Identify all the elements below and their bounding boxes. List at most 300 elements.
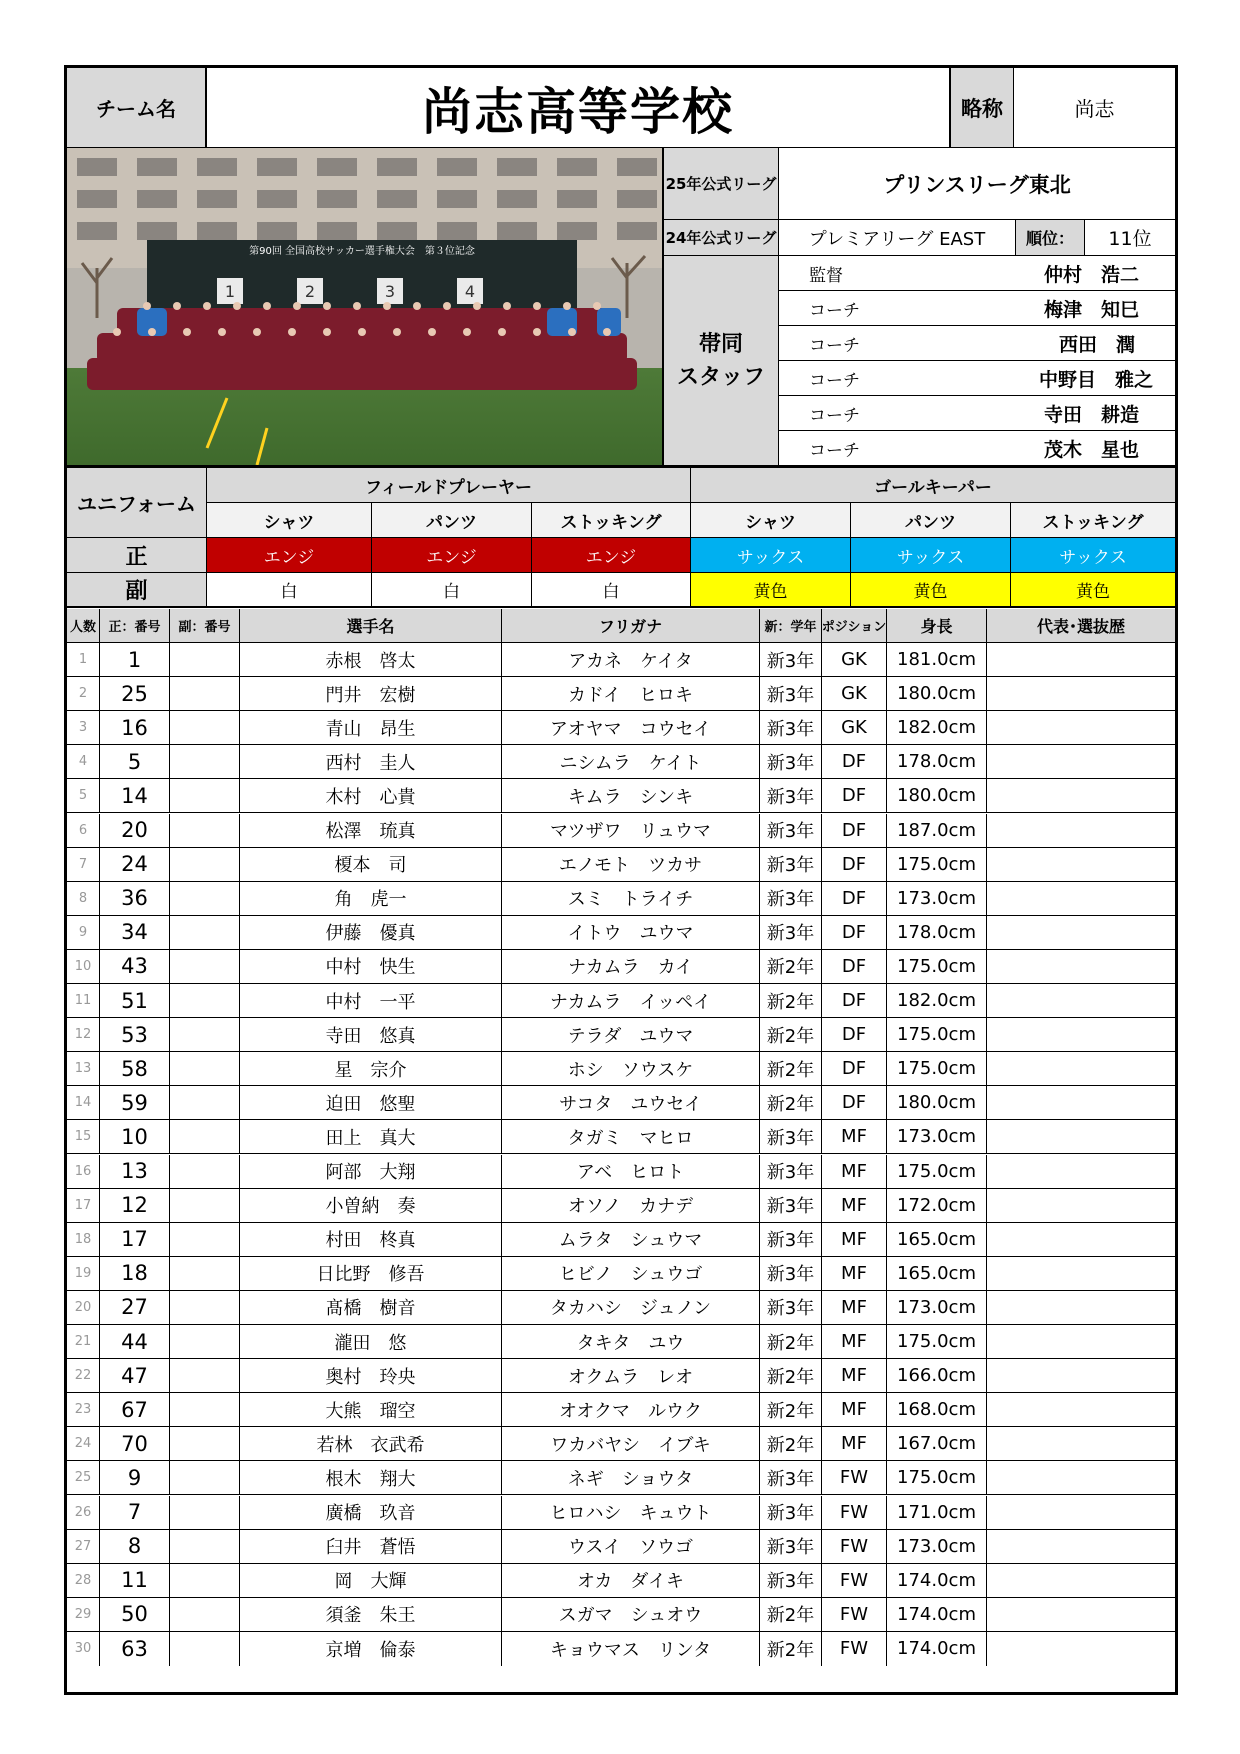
row-position: DF	[822, 745, 887, 779]
row-height: 178.0cm	[887, 916, 987, 950]
row-sub-no	[170, 1530, 240, 1564]
row-history	[987, 950, 1175, 984]
row-sub-no	[170, 745, 240, 779]
row-count: 6	[67, 814, 100, 848]
row-position: DF	[822, 779, 887, 813]
table-row	[67, 848, 1175, 882]
staff-label	[664, 256, 779, 466]
row-height: 168.0cm	[887, 1393, 987, 1427]
row-grade: 新3年	[760, 814, 822, 848]
row-grade: 新3年	[760, 882, 822, 916]
row-sub-no	[170, 814, 240, 848]
row-grade: 新3年	[760, 1120, 822, 1154]
row-sub-no	[170, 1461, 240, 1495]
row-player-name: 若林 衣武希	[240, 1427, 502, 1461]
row-sub-no	[170, 1632, 240, 1666]
row-grade: 新2年	[760, 1427, 822, 1461]
row-player-kana: スガマ シュオウ	[502, 1598, 760, 1632]
row-grade: 新3年	[760, 1496, 822, 1530]
row-player-name: 青山 昂生	[240, 711, 502, 745]
row-count: 23	[67, 1393, 100, 1427]
row-player-kana: キムラ シンキ	[502, 779, 760, 813]
row-grade: 新2年	[760, 1632, 822, 1666]
row-main-no: 12	[100, 1189, 170, 1223]
staff-name: 西田 潤	[899, 326, 1175, 361]
row-history	[987, 848, 1175, 882]
row-position: MF	[822, 1427, 887, 1461]
row-history	[987, 1018, 1175, 1052]
row-player-name: 星 宗介	[240, 1052, 502, 1086]
row-count: 25	[67, 1461, 100, 1495]
row-height: 180.0cm	[887, 1086, 987, 1120]
row-height: 167.0cm	[887, 1427, 987, 1461]
row-main-no: 9	[100, 1461, 170, 1495]
staff-name: 仲村 浩二	[899, 256, 1175, 291]
row-sub-no	[170, 1427, 240, 1461]
row-height: 175.0cm	[887, 1461, 987, 1495]
row-position: GK	[822, 711, 887, 745]
row-player-kana: ナカムラ イッペイ	[502, 984, 760, 1018]
staff-role: コーチ	[779, 396, 899, 431]
row-height: 175.0cm	[887, 1052, 987, 1086]
row-height: 174.0cm	[887, 1564, 987, 1598]
row-main-no: 16	[100, 711, 170, 745]
col-kana: フリガナ	[502, 609, 760, 643]
row-sub-no	[170, 1359, 240, 1393]
row-player-name: 田上 真大	[240, 1120, 502, 1154]
row-position: FW	[822, 1461, 887, 1495]
row-player-name: 中村 快生	[240, 950, 502, 984]
uniform-main-gk-shirt: サックス	[691, 538, 851, 573]
row-player-kana: ウスイ ソウゴ	[502, 1530, 760, 1564]
row-count: 30	[67, 1632, 100, 1666]
row-player-name: 大熊 瑠空	[240, 1393, 502, 1427]
league24-label: 24年公式リーグ	[664, 220, 779, 256]
row-player-name: 西村 圭人	[240, 745, 502, 779]
abbr-value: 尚志	[1014, 68, 1175, 148]
row-height: 175.0cm	[887, 848, 987, 882]
row-position: FW	[822, 1598, 887, 1632]
row-height: 165.0cm	[887, 1257, 987, 1291]
row-height: 175.0cm	[887, 1325, 987, 1359]
table-row	[67, 950, 1175, 984]
photo-card-1: 1	[224, 282, 236, 301]
row-history	[987, 1223, 1175, 1257]
row-main-no: 18	[100, 1257, 170, 1291]
photo-card-2: 2	[304, 282, 316, 301]
row-sub-no	[170, 1564, 240, 1598]
row-height: 181.0cm	[887, 643, 987, 677]
row-count: 28	[67, 1564, 100, 1598]
row-player-kana: オソノ カナデ	[502, 1189, 760, 1223]
row-sub-no	[170, 1291, 240, 1325]
row-player-kana: ヒビノ シュウゴ	[502, 1257, 760, 1291]
uniform-main-gk-pants: サックス	[851, 538, 1011, 573]
uniform-sub-shirt: 白	[207, 573, 372, 608]
row-history	[987, 643, 1175, 677]
row-count: 5	[67, 779, 100, 813]
row-history	[987, 984, 1175, 1018]
row-position: GK	[822, 643, 887, 677]
photo-card-4: 4	[464, 282, 476, 301]
table-row	[67, 916, 1175, 950]
row-position: DF	[822, 1018, 887, 1052]
uniform-sub-label: 副	[67, 573, 207, 608]
table-row	[67, 1155, 1175, 1189]
row-player-name: 奥村 玲央	[240, 1359, 502, 1393]
row-history	[987, 779, 1175, 813]
row-history	[987, 1564, 1175, 1598]
row-sub-no	[170, 1496, 240, 1530]
row-count: 20	[67, 1291, 100, 1325]
staff-label-line2: スタッフ	[676, 364, 765, 390]
row-grade: 新3年	[760, 1257, 822, 1291]
row-sub-no	[170, 984, 240, 1018]
row-position: MF	[822, 1120, 887, 1154]
row-grade: 新2年	[760, 1359, 822, 1393]
row-player-kana: ホシ ソウスケ	[502, 1052, 760, 1086]
row-sub-no	[170, 1018, 240, 1052]
row-position: MF	[822, 1325, 887, 1359]
row-history	[987, 1291, 1175, 1325]
row-main-no: 17	[100, 1223, 170, 1257]
row-history	[987, 916, 1175, 950]
row-player-kana: オカ ダイキ	[502, 1564, 760, 1598]
uniform-col-pants: パンツ	[372, 503, 532, 538]
team-roster-sheet	[64, 65, 1178, 1695]
uniform-sub-pants: 白	[372, 573, 532, 608]
table-row	[67, 1598, 1175, 1632]
row-player-name: 村田 柊真	[240, 1223, 502, 1257]
row-position: MF	[822, 1223, 887, 1257]
row-sub-no	[170, 643, 240, 677]
row-history	[987, 1325, 1175, 1359]
row-history	[987, 1496, 1175, 1530]
row-player-kana: タカハシ ジュノン	[502, 1291, 760, 1325]
uniform-sub-gk-pants: 黄色	[851, 573, 1011, 608]
row-position: MF	[822, 1155, 887, 1189]
row-grade: 新3年	[760, 1291, 822, 1325]
uniform-sub-gk-socks: 黄色	[1011, 573, 1175, 608]
row-sub-no	[170, 1086, 240, 1120]
row-sub-no	[170, 950, 240, 984]
row-height: 173.0cm	[887, 1530, 987, 1564]
row-main-no: 24	[100, 848, 170, 882]
row-history	[987, 1359, 1175, 1393]
row-player-kana: サコタ ユウセイ	[502, 1086, 760, 1120]
row-grade: 新3年	[760, 916, 822, 950]
row-grade: 新2年	[760, 1325, 822, 1359]
row-player-kana: キョウマス リンタ	[502, 1632, 760, 1666]
row-main-no: 7	[100, 1496, 170, 1530]
table-row	[67, 1223, 1175, 1257]
row-position: FW	[822, 1564, 887, 1598]
row-grade: 新3年	[760, 1461, 822, 1495]
row-player-kana: ネギ ショウタ	[502, 1461, 760, 1495]
row-position: FW	[822, 1496, 887, 1530]
row-position: FW	[822, 1530, 887, 1564]
row-player-kana: マツザワ リュウマ	[502, 814, 760, 848]
col-height: 身長	[887, 609, 987, 643]
row-player-kana: エノモト ツカサ	[502, 848, 760, 882]
row-player-name: 角 虎一	[240, 882, 502, 916]
uniform-main-socks: エンジ	[532, 538, 691, 573]
table-row	[67, 984, 1175, 1018]
row-sub-no	[170, 1120, 240, 1154]
row-height: 173.0cm	[887, 882, 987, 916]
team-photo-illustration	[67, 148, 662, 465]
row-player-name: 廣橋 玖音	[240, 1496, 502, 1530]
row-height: 173.0cm	[887, 1120, 987, 1154]
row-sub-no	[170, 1052, 240, 1086]
row-count: 22	[67, 1359, 100, 1393]
row-player-kana: イトウ ユウマ	[502, 916, 760, 950]
row-grade: 新3年	[760, 1223, 822, 1257]
staff-label-line1: 帯同	[698, 331, 743, 357]
photo-card-3: 3	[384, 282, 396, 301]
row-history	[987, 711, 1175, 745]
table-row	[67, 1427, 1175, 1461]
row-count: 16	[67, 1155, 100, 1189]
table-row	[67, 1189, 1175, 1223]
uniform-main-label: 正	[67, 538, 207, 573]
row-history	[987, 745, 1175, 779]
row-history	[987, 1461, 1175, 1495]
row-grade: 新2年	[760, 1052, 822, 1086]
row-history	[987, 1155, 1175, 1189]
row-grade: 新2年	[760, 1018, 822, 1052]
row-count: 7	[67, 848, 100, 882]
row-main-no: 8	[100, 1530, 170, 1564]
row-count: 24	[67, 1427, 100, 1461]
uniform-col-gk-pants: パンツ	[851, 503, 1011, 538]
rank-value: 11位	[1085, 220, 1175, 256]
row-grade: 新3年	[760, 1564, 822, 1598]
row-player-kana: ワカバヤシ イブキ	[502, 1427, 760, 1461]
team-name: 尚志高等学校	[207, 68, 950, 148]
row-main-no: 63	[100, 1632, 170, 1666]
row-height: 173.0cm	[887, 1291, 987, 1325]
row-count: 29	[67, 1598, 100, 1632]
row-count: 11	[67, 984, 100, 1018]
row-main-no: 70	[100, 1427, 170, 1461]
row-count: 8	[67, 882, 100, 916]
row-height: 182.0cm	[887, 711, 987, 745]
row-grade: 新3年	[760, 1189, 822, 1223]
row-grade: 新3年	[760, 643, 822, 677]
row-main-no: 34	[100, 916, 170, 950]
row-height: 178.0cm	[887, 745, 987, 779]
row-sub-no	[170, 1223, 240, 1257]
league25-value: プリンスリーグ東北	[779, 148, 1175, 220]
row-history	[987, 814, 1175, 848]
table-row	[67, 1632, 1175, 1666]
staff-name: 茂木 星也	[899, 431, 1175, 466]
row-height: 166.0cm	[887, 1359, 987, 1393]
row-player-kana: オクムラ レオ	[502, 1359, 760, 1393]
row-count: 19	[67, 1257, 100, 1291]
table-row	[67, 779, 1175, 813]
row-main-no: 59	[100, 1086, 170, 1120]
row-player-name: 根木 翔大	[240, 1461, 502, 1495]
row-main-no: 27	[100, 1291, 170, 1325]
row-main-no: 47	[100, 1359, 170, 1393]
col-name: 選手名	[240, 609, 502, 643]
row-grade: 新2年	[760, 1086, 822, 1120]
row-sub-no	[170, 1257, 240, 1291]
row-history	[987, 677, 1175, 711]
uniform-gk-label: ゴールキーパー	[691, 468, 1175, 503]
row-sub-no	[170, 916, 240, 950]
staff-role: コーチ	[779, 361, 899, 396]
table-row	[67, 1018, 1175, 1052]
row-player-kana: テラダ ユウマ	[502, 1018, 760, 1052]
row-count: 14	[67, 1086, 100, 1120]
photo-banner-text: 第90回 全国高校サッカー選手権大会 第３位記念	[249, 246, 475, 257]
row-main-no: 25	[100, 677, 170, 711]
row-count: 27	[67, 1530, 100, 1564]
row-player-kana: タキタ ユウ	[502, 1325, 760, 1359]
row-player-kana: アベ ヒロト	[502, 1155, 760, 1189]
row-count: 3	[67, 711, 100, 745]
uniform-sub-socks: 白	[532, 573, 691, 608]
row-count: 13	[67, 1052, 100, 1086]
row-sub-no	[170, 1325, 240, 1359]
row-sub-no	[170, 882, 240, 916]
table-row	[67, 1052, 1175, 1086]
row-height: 182.0cm	[887, 984, 987, 1018]
row-sub-no	[170, 711, 240, 745]
row-player-name: 迫田 悠聖	[240, 1086, 502, 1120]
row-grade: 新2年	[760, 1598, 822, 1632]
row-player-kana: カドイ ヒロキ	[502, 677, 760, 711]
table-row	[67, 1359, 1175, 1393]
row-player-name: 小曽納 奏	[240, 1189, 502, 1223]
row-player-kana: タガミ マヒロ	[502, 1120, 760, 1154]
uniform-col-shirt: シャツ	[207, 503, 372, 538]
row-count: 26	[67, 1496, 100, 1530]
row-count: 21	[67, 1325, 100, 1359]
row-player-name: 榎本 司	[240, 848, 502, 882]
row-position: MF	[822, 1257, 887, 1291]
col-history: 代表･選抜歴	[987, 609, 1175, 643]
row-player-name: 寺田 悠真	[240, 1018, 502, 1052]
row-player-name: 京増 倫泰	[240, 1632, 502, 1666]
row-height: 180.0cm	[887, 677, 987, 711]
row-player-name: 赤根 啓太	[240, 643, 502, 677]
row-count: 18	[67, 1223, 100, 1257]
row-history	[987, 1052, 1175, 1086]
row-count: 4	[67, 745, 100, 779]
row-sub-no	[170, 1189, 240, 1223]
row-sub-no	[170, 677, 240, 711]
row-grade: 新3年	[760, 1155, 822, 1189]
row-player-name: 須釜 朱王	[240, 1598, 502, 1632]
col-sub-no: 副：番号	[170, 609, 240, 643]
row-grade: 新3年	[760, 677, 822, 711]
uniform-col-gk-shirt: シャツ	[691, 503, 851, 538]
row-history	[987, 1598, 1175, 1632]
row-player-kana: ヒロハシ キュウト	[502, 1496, 760, 1530]
row-count: 15	[67, 1120, 100, 1154]
row-player-name: 岡 大輝	[240, 1564, 502, 1598]
row-height: 174.0cm	[887, 1632, 987, 1666]
staff-role: コーチ	[779, 291, 899, 326]
uniform-main-pants: エンジ	[372, 538, 532, 573]
row-position: DF	[822, 916, 887, 950]
table-row	[67, 745, 1175, 779]
table-row	[67, 711, 1175, 745]
row-grade: 新3年	[760, 745, 822, 779]
row-player-name: 日比野 修吾	[240, 1257, 502, 1291]
table-row	[67, 1120, 1175, 1154]
abbr-label: 略称	[950, 68, 1014, 148]
table-row	[67, 1564, 1175, 1598]
row-player-kana: ムラタ シュウマ	[502, 1223, 760, 1257]
table-row	[67, 882, 1175, 916]
row-grade: 新3年	[760, 711, 822, 745]
table-row	[67, 643, 1175, 677]
row-player-name: 木村 心貴	[240, 779, 502, 813]
table-row	[67, 1461, 1175, 1495]
row-history	[987, 882, 1175, 916]
row-position: DF	[822, 950, 887, 984]
row-height: 165.0cm	[887, 1223, 987, 1257]
row-height: 174.0cm	[887, 1598, 987, 1632]
row-sub-no	[170, 1393, 240, 1427]
staff-name: 梅津 知巳	[899, 291, 1175, 326]
col-grade: 新：学年	[760, 609, 822, 643]
row-position: MF	[822, 1291, 887, 1325]
row-player-name: 瀧田 悠	[240, 1325, 502, 1359]
row-main-no: 50	[100, 1598, 170, 1632]
team-name-label: チーム名	[67, 68, 207, 148]
rank-label: 順位：	[1015, 220, 1085, 256]
roster-header	[67, 609, 1175, 643]
table-row	[67, 677, 1175, 711]
row-main-no: 20	[100, 814, 170, 848]
row-history	[987, 1189, 1175, 1223]
uniform-col-socks: ストッキング	[532, 503, 691, 538]
row-history	[987, 1632, 1175, 1666]
row-position: DF	[822, 1086, 887, 1120]
row-player-name: 松澤 琉真	[240, 814, 502, 848]
row-history	[987, 1120, 1175, 1154]
row-history	[987, 1086, 1175, 1120]
staff-role: 監督	[779, 256, 899, 291]
row-count: 17	[67, 1189, 100, 1223]
staff-name: 寺田 耕造	[899, 396, 1175, 431]
staff-role: コーチ	[779, 326, 899, 361]
table-row	[67, 1496, 1175, 1530]
row-history	[987, 1257, 1175, 1291]
row-grade: 新2年	[760, 984, 822, 1018]
row-count: 10	[67, 950, 100, 984]
row-grade: 新3年	[760, 1530, 822, 1564]
uniform-field-label: フィールドプレーヤー	[207, 468, 691, 503]
row-position: DF	[822, 882, 887, 916]
row-position: MF	[822, 1189, 887, 1223]
row-sub-no	[170, 848, 240, 882]
row-main-no: 44	[100, 1325, 170, 1359]
row-position: FW	[822, 1632, 887, 1666]
row-position: DF	[822, 848, 887, 882]
row-count: 12	[67, 1018, 100, 1052]
row-position: MF	[822, 1393, 887, 1427]
row-grade: 新3年	[760, 848, 822, 882]
league24-value: プレミアリーグ EAST	[779, 220, 1015, 256]
row-player-kana: スミ トライチ	[502, 882, 760, 916]
